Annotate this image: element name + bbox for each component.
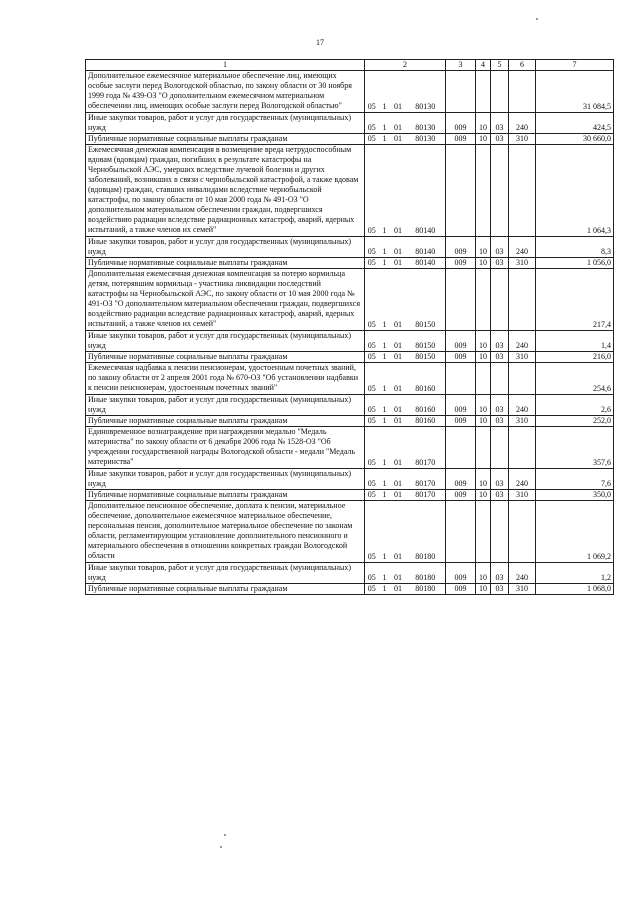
code-part: 80130 — [406, 134, 446, 145]
row-amount: 1 069,2 — [536, 501, 614, 563]
code-department — [446, 363, 476, 395]
row-name: Публичные нормативные социальные выплаты гражданам — [86, 416, 365, 427]
code-subsection — [491, 71, 509, 113]
code-department: 009 — [446, 416, 476, 427]
code-department: 009 — [446, 237, 476, 258]
table-row — [86, 145, 614, 237]
code-part: 1 — [379, 469, 391, 490]
code-subsection: 03 — [491, 237, 509, 258]
row-amount: 424,5 — [536, 113, 614, 134]
code-part: 1 — [379, 331, 391, 352]
scan-speck — [220, 846, 222, 848]
code-part: 01 — [391, 145, 406, 237]
code-department — [446, 501, 476, 563]
row-amount: 350,0 — [536, 490, 614, 501]
code-part: 80160 — [406, 363, 446, 395]
row-name: Публичные нормативные социальные выплаты гражданам — [86, 490, 365, 501]
row-name: Иные закупки товаров, работ и услуг для государственных (муниципальных) нужд — [86, 237, 365, 258]
row-amount: 216,0 — [536, 352, 614, 363]
code-expense-type: 240 — [509, 113, 536, 134]
code-part: 1 — [379, 416, 391, 427]
code-part: 80150 — [406, 331, 446, 352]
code-department: 009 — [446, 331, 476, 352]
code-part: 05 — [365, 145, 379, 237]
code-expense-type: 310 — [509, 416, 536, 427]
code-expense-type — [509, 363, 536, 395]
code-section — [476, 427, 491, 469]
row-amount: 1 056,0 — [536, 258, 614, 269]
row-name: Единовременное вознаграждение при награждении медалью "Медаль материнства" по закону области от 6 декабря 2006 года № 1528-ОЗ "Об учреждении государственной награды Вологодской области - медали "Медаль материнства" — [86, 427, 365, 469]
code-part: 05 — [365, 113, 379, 134]
code-subsection: 03 — [491, 469, 509, 490]
code-part: 01 — [391, 331, 406, 352]
code-section — [476, 269, 491, 331]
code-part: 1 — [379, 71, 391, 113]
code-section: 10 — [476, 490, 491, 501]
code-part: 80150 — [406, 269, 446, 331]
table-row — [86, 395, 614, 416]
code-department: 009 — [446, 490, 476, 501]
code-part: 1 — [379, 237, 391, 258]
table-row — [86, 584, 614, 595]
code-subsection: 03 — [491, 563, 509, 584]
table-row — [86, 563, 614, 584]
code-expense-type — [509, 427, 536, 469]
code-subsection: 03 — [491, 134, 509, 145]
code-part: 01 — [391, 237, 406, 258]
code-section: 10 — [476, 331, 491, 352]
row-name: Иные закупки товаров, работ и услуг для государственных (муниципальных) нужд — [86, 395, 365, 416]
code-part: 05 — [365, 352, 379, 363]
code-section: 10 — [476, 113, 491, 134]
row-name: Ежемесячная надбавка к пенсии пенсионерам, удостоенным почетных званий, по закону области от 2 апреля 2001 года № 670-ОЗ "Об установлении надбавки к пенсии пенсионерам, удостоенным почетных званий" — [86, 363, 365, 395]
code-part: 80180 — [406, 584, 446, 595]
code-part: 80140 — [406, 145, 446, 237]
code-department: 009 — [446, 134, 476, 145]
code-part: 1 — [379, 501, 391, 563]
page-number: 17 — [316, 38, 324, 47]
code-part: 05 — [365, 427, 379, 469]
row-name: Иные закупки товаров, работ и услуг для государственных (муниципальных) нужд — [86, 469, 365, 490]
code-part: 05 — [365, 584, 379, 595]
code-part: 80160 — [406, 416, 446, 427]
code-section: 10 — [476, 395, 491, 416]
row-amount: 357,6 — [536, 427, 614, 469]
code-part: 80140 — [406, 237, 446, 258]
code-department: 009 — [446, 563, 476, 584]
code-part: 80160 — [406, 395, 446, 416]
code-subsection: 03 — [491, 331, 509, 352]
code-section: 10 — [476, 352, 491, 363]
row-name: Дополнительное пенсионное обеспечение, доплата к пенсии, материальное обеспечение, дополнительное ежемесячное материальное обеспечение, персональная пенсия, дополнительное материальное обеспечение по законам области, регламентирующим установление дополнительного пенсионного и материального обеспечения в отношении конкретных граждан Вологодской области — [86, 501, 365, 563]
code-part: 80150 — [406, 352, 446, 363]
code-part: 80170 — [406, 427, 446, 469]
code-part: 80140 — [406, 258, 446, 269]
code-subsection: 03 — [491, 416, 509, 427]
code-subsection: 03 — [491, 584, 509, 595]
code-section: 10 — [476, 563, 491, 584]
code-part: 80170 — [406, 469, 446, 490]
code-expense-type — [509, 71, 536, 113]
code-part: 1 — [379, 258, 391, 269]
row-name: Дополнительное ежемесячное материальное обеспечение лиц, имеющих особые заслуги перед Вологодской областью, по закону области от 30 ноября 1999 года № 439-ОЗ "О дополнительном ежемесячном материальном обеспечении лиц, имеющих особые заслуги перед Вологодской областью" — [86, 71, 365, 113]
code-department — [446, 427, 476, 469]
code-part: 01 — [391, 134, 406, 145]
code-part: 1 — [379, 113, 391, 134]
code-section — [476, 363, 491, 395]
code-part: 1 — [379, 352, 391, 363]
scan-speck — [224, 834, 226, 836]
code-expense-type: 310 — [509, 584, 536, 595]
table-row — [86, 416, 614, 427]
code-part: 80170 — [406, 490, 446, 501]
code-section: 10 — [476, 416, 491, 427]
code-expense-type: 240 — [509, 331, 536, 352]
code-part: 01 — [391, 113, 406, 134]
code-part: 05 — [365, 395, 379, 416]
code-part: 1 — [379, 363, 391, 395]
code-department: 009 — [446, 113, 476, 134]
code-subsection: 03 — [491, 258, 509, 269]
table-row — [86, 71, 614, 113]
table-row — [86, 113, 614, 134]
table-row — [86, 237, 614, 258]
row-amount: 1,4 — [536, 331, 614, 352]
code-part: 80130 — [406, 113, 446, 134]
code-part: 05 — [365, 501, 379, 563]
column-header: 5 — [491, 60, 509, 71]
code-section — [476, 145, 491, 237]
code-department: 009 — [446, 584, 476, 595]
row-amount: 8,3 — [536, 237, 614, 258]
code-section — [476, 71, 491, 113]
row-amount: 1,2 — [536, 563, 614, 584]
code-part: 01 — [391, 584, 406, 595]
code-part: 01 — [391, 395, 406, 416]
row-name: Иные закупки товаров, работ и услуг для государственных (муниципальных) нужд — [86, 331, 365, 352]
table-row — [86, 490, 614, 501]
code-section: 10 — [476, 134, 491, 145]
code-part: 05 — [365, 563, 379, 584]
code-part: 01 — [391, 352, 406, 363]
code-department — [446, 269, 476, 331]
row-name: Иные закупки товаров, работ и услуг для государственных (муниципальных) нужд — [86, 563, 365, 584]
table-row — [86, 501, 614, 563]
code-part: 80130 — [406, 71, 446, 113]
code-part: 80180 — [406, 501, 446, 563]
code-department — [446, 145, 476, 237]
code-department: 009 — [446, 258, 476, 269]
code-part: 05 — [365, 258, 379, 269]
row-name: Публичные нормативные социальные выплаты гражданам — [86, 584, 365, 595]
row-amount: 252,0 — [536, 416, 614, 427]
row-amount: 254,6 — [536, 363, 614, 395]
code-part: 05 — [365, 134, 379, 145]
code-part: 01 — [391, 563, 406, 584]
code-part: 01 — [391, 71, 406, 113]
code-part: 01 — [391, 469, 406, 490]
code-subsection: 03 — [491, 490, 509, 501]
row-name: Публичные нормативные социальные выплаты гражданам — [86, 352, 365, 363]
code-subsection — [491, 501, 509, 563]
table-header-row — [86, 60, 614, 71]
column-header: 1 — [86, 60, 365, 71]
code-subsection — [491, 363, 509, 395]
code-department — [446, 71, 476, 113]
row-amount: 7,6 — [536, 469, 614, 490]
code-section: 10 — [476, 469, 491, 490]
code-subsection: 03 — [491, 395, 509, 416]
column-header: 6 — [509, 60, 536, 71]
table-row — [86, 269, 614, 331]
row-amount: 2,6 — [536, 395, 614, 416]
code-subsection: 03 — [491, 352, 509, 363]
code-part: 01 — [391, 416, 406, 427]
code-part: 1 — [379, 145, 391, 237]
code-part: 01 — [391, 363, 406, 395]
code-expense-type: 310 — [509, 258, 536, 269]
row-amount: 30 660,0 — [536, 134, 614, 145]
row-amount: 217,4 — [536, 269, 614, 331]
row-name: Публичные нормативные социальные выплаты гражданам — [86, 258, 365, 269]
scan-speck — [536, 18, 538, 20]
code-subsection — [491, 269, 509, 331]
code-subsection — [491, 145, 509, 237]
code-expense-type: 240 — [509, 237, 536, 258]
row-name: Иные закупки товаров, работ и услуг для государственных (муниципальных) нужд — [86, 113, 365, 134]
table-row — [86, 352, 614, 363]
table-body — [86, 71, 614, 595]
row-name: Дополнительная ежемесячная денежная компенсация за потерю кормильца детям, потерявшим кормильца - участника ликвидации последствий катастрофы на Чернобыльской АЭС, по закону области от 10 мая 2000 года № 491-ОЗ "О дополнительном материальном обеспечении граждан, подвергшихся воздействию радиации вследствие радиационных катастроф, аварий, ядерных испытаний, а также членов их семей" — [86, 269, 365, 331]
table-row — [86, 134, 614, 145]
table-row — [86, 258, 614, 269]
code-department: 009 — [446, 395, 476, 416]
budget-table — [85, 59, 614, 595]
code-section: 10 — [476, 258, 491, 269]
code-part: 1 — [379, 563, 391, 584]
code-department: 009 — [446, 352, 476, 363]
code-part: 05 — [365, 416, 379, 427]
code-part: 05 — [365, 331, 379, 352]
column-header: 4 — [476, 60, 491, 71]
table-row — [86, 363, 614, 395]
code-part: 05 — [365, 490, 379, 501]
code-part: 05 — [365, 237, 379, 258]
row-amount: 31 084,5 — [536, 71, 614, 113]
code-section: 10 — [476, 237, 491, 258]
code-part: 05 — [365, 269, 379, 331]
code-part: 80180 — [406, 563, 446, 584]
column-header: 2 — [365, 60, 446, 71]
code-expense-type — [509, 501, 536, 563]
code-expense-type — [509, 269, 536, 331]
row-name: Ежемесячная денежная компенсация в возмещение вреда нетрудоспособным вдовам (вдовцам) граждан, погибших в результате катастрофы на Чернобыльской АЭС, умерших вследствие лучевой болезни и других заболеваний, возникших в связи с чернобыльской катастрофой, а также вдовам (вдовцам) граждан, ставших инвалидами вследствие чернобыльской катастрофы, по закону области от 10 мая 2000 года № 491-ОЗ "О дополнительном материальном обеспечении граждан, подвергшихся воздействию радиации вследствие радиационных катастроф, аварий, ядерных испытаний, а также членов их семей" — [86, 145, 365, 237]
row-amount: 1 068,0 — [536, 584, 614, 595]
code-expense-type: 310 — [509, 490, 536, 501]
code-expense-type: 310 — [509, 134, 536, 145]
code-expense-type: 240 — [509, 563, 536, 584]
code-expense-type: 310 — [509, 352, 536, 363]
code-section — [476, 501, 491, 563]
code-part: 1 — [379, 490, 391, 501]
table-row — [86, 331, 614, 352]
table-row — [86, 427, 614, 469]
code-subsection — [491, 427, 509, 469]
code-part: 05 — [365, 469, 379, 490]
code-part: 01 — [391, 258, 406, 269]
code-part: 05 — [365, 71, 379, 113]
code-part: 1 — [379, 584, 391, 595]
code-subsection: 03 — [491, 113, 509, 134]
code-part: 01 — [391, 427, 406, 469]
code-part: 1 — [379, 269, 391, 331]
code-expense-type — [509, 145, 536, 237]
code-department: 009 — [446, 469, 476, 490]
code-section: 10 — [476, 584, 491, 595]
code-expense-type: 240 — [509, 469, 536, 490]
row-name: Публичные нормативные социальные выплаты гражданам — [86, 134, 365, 145]
code-part: 01 — [391, 490, 406, 501]
table-row — [86, 469, 614, 490]
code-part: 01 — [391, 501, 406, 563]
code-part: 1 — [379, 134, 391, 145]
code-part: 01 — [391, 269, 406, 331]
code-expense-type: 240 — [509, 395, 536, 416]
row-amount: 1 064,3 — [536, 145, 614, 237]
column-header: 7 — [536, 60, 614, 71]
code-part: 1 — [379, 395, 391, 416]
code-part: 1 — [379, 427, 391, 469]
code-part: 05 — [365, 363, 379, 395]
column-header: 3 — [446, 60, 476, 71]
